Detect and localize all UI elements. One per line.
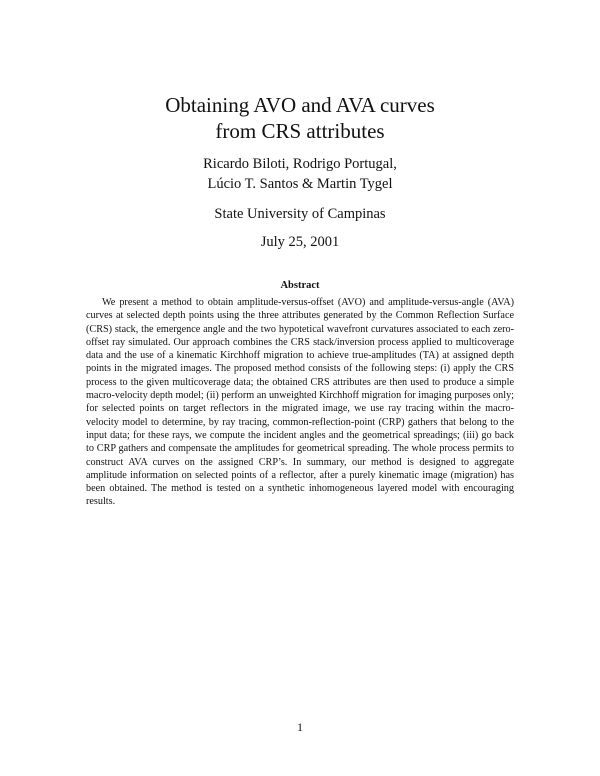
abstract-heading: Abstract [280, 280, 320, 291]
author-line-1: Ricardo Biloti, Rodrigo Portugal, [203, 156, 397, 172]
page-number: 1 [297, 720, 303, 734]
author-list [0, 154, 600, 194]
author-line-2: Lúcio T. Santos & Martin Tygel [207, 176, 393, 192]
paper-title-line-2: from CRS attributes [215, 119, 385, 143]
paper-title-line-1: Obtaining AVO and AVA curves [165, 93, 435, 117]
paper-title [0, 92, 600, 144]
affiliation: State University of Campinas [214, 206, 386, 222]
abstract-body: We present a method to obtain amplitude-versus-offset (AVO) and amplitude-versus-angle (AVA) curves at selected depth points using the three attributes generated by the Common Reflection Surface (CRS) stack, the emergence angle and the two hypotetical wavefront curvatures associated to each zero-offset ray simulated. Our approach combines the CRS stack/inversion process applied to multicoverage data and the use of a kinematic Kirchhoff migration to achieve true-amplitudes (TA) at assigned depth points in the migrated images. The proposed method consists of the following steps: (i) apply the CRS process to the given multicoverage data; the obtained CRS attributes are then used to produce a simple macro-velocity depth model; (ii) perform an unweighted Kirchhoff migration for imaging purposes only; for selected points on target reflectors in the migrated image, we use ray tracing within the macro-velocity model to determine, by ray tracing, common-reflection-point (CRP) gathers that belong to the input data; for these rays, we compute the incident angles and the geometrical spreadings; (iii) go back to CRP gathers and compensate the amplitudes for geometrical spreading. The whole process permits to construct AVA curves on the assigned CRP’s. In summary, our method is designed to aggregate amplitude information on selected points of a reflector, after a purely kinematic image (migration) has been obtained. The method is tested on a synthetic inhomogeneous layered model with encouraging results. [86, 297, 514, 508]
publication-date: July 25, 2001 [260, 234, 340, 250]
